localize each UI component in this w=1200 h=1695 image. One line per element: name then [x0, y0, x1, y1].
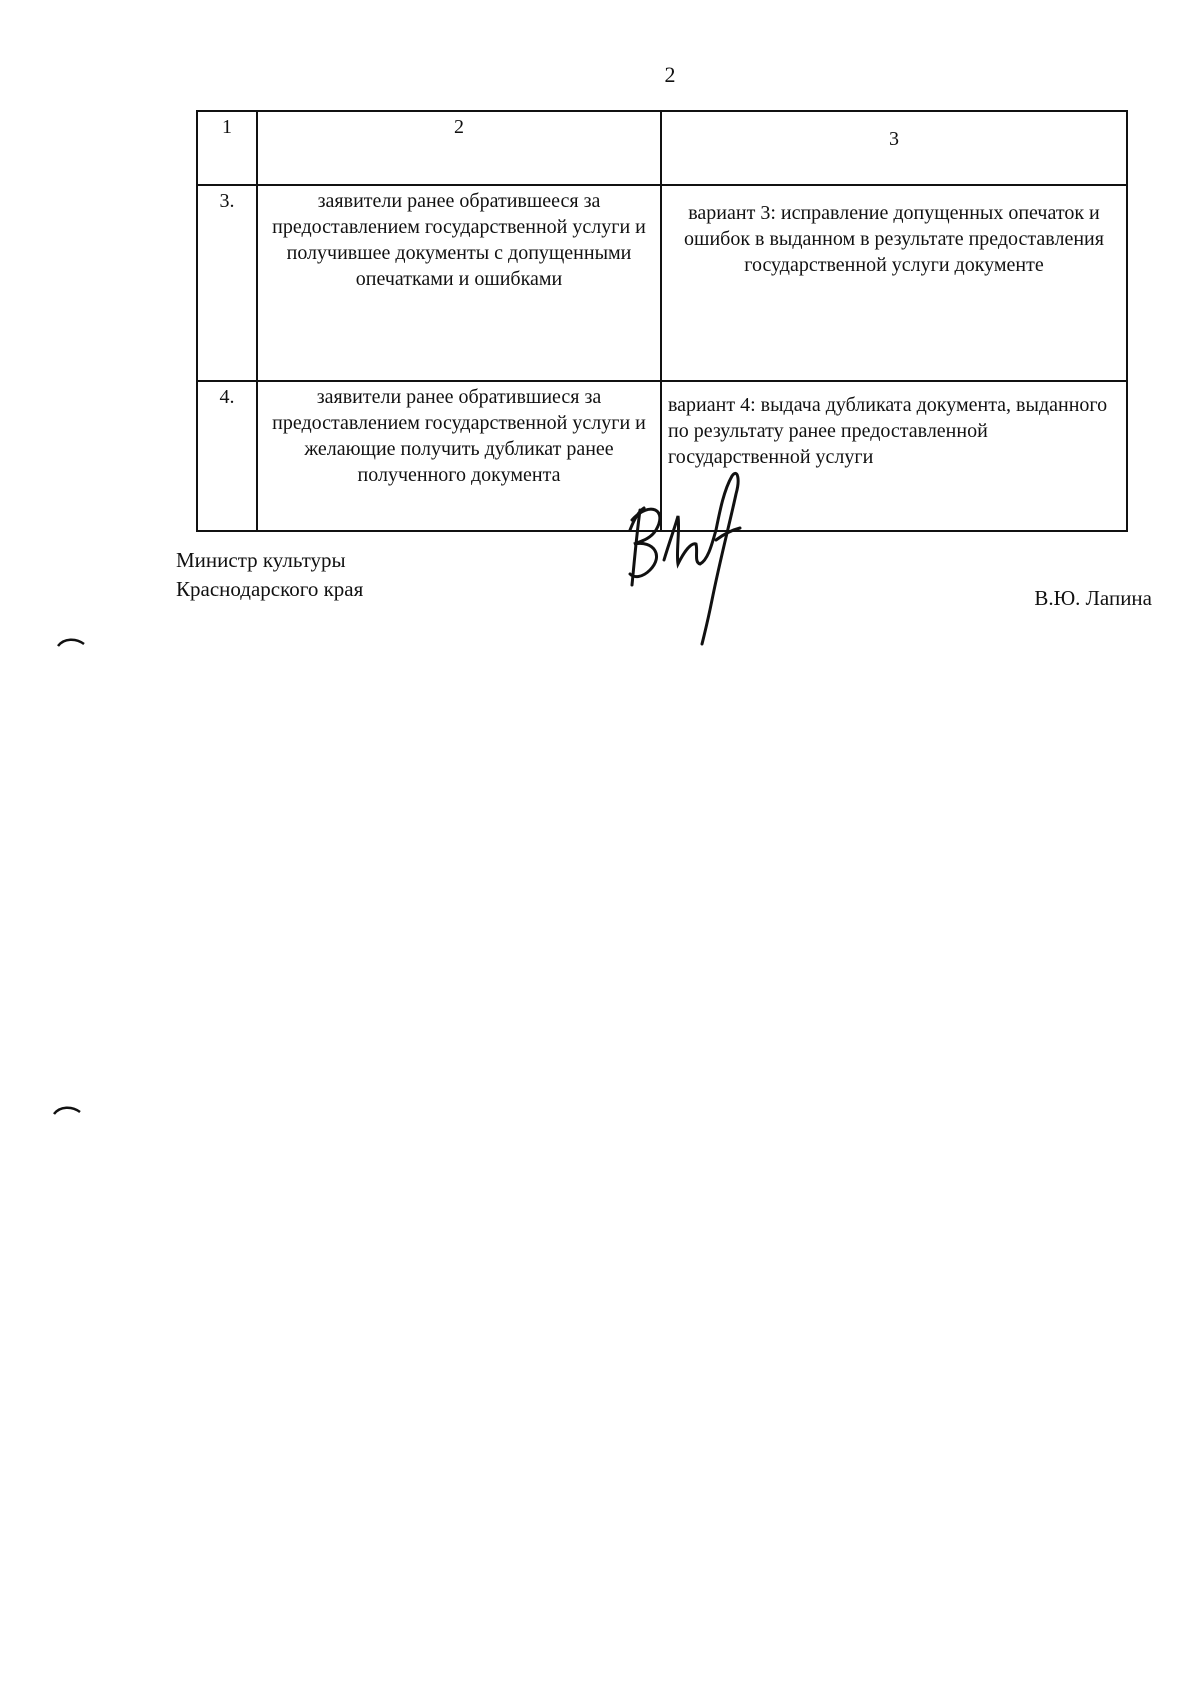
- variant-cell: вариант 3: исправление допущенных опечаток и ошибок в выданном в результате предоставления государственной услуги документе: [661, 185, 1127, 381]
- signatory-name: В.Ю. Лапина: [1034, 586, 1152, 610]
- page-number: 2: [664, 62, 676, 87]
- signatory-position: [176, 546, 363, 604]
- variant-cell: вариант 4: выдача дубликата документа, выданного по результату ранее предоставленной государственной услуги: [661, 381, 1127, 531]
- header-cell-1: 1: [197, 111, 257, 185]
- table-row: [197, 185, 1127, 381]
- scan-edge-mark: [56, 636, 86, 648]
- applicants-cell: заявители ранее обратившиеся за предоставлением государственной услуги и желающие получить дубликат ранее полученного документа: [257, 381, 661, 531]
- header-cell-3: 3: [661, 111, 1127, 185]
- row-number: 4.: [197, 381, 257, 531]
- position-line: Министр культуры: [176, 548, 346, 572]
- table-header-row: [197, 111, 1127, 185]
- header-cell-2: 2: [257, 111, 661, 185]
- row-number: 3.: [197, 185, 257, 381]
- position-line: Краснодарского края: [176, 577, 364, 601]
- applicants-cell: заявители ранее обратившееся за предоставлением государственной услуги и получившее документы с допущенными опечатками и ошибками: [257, 185, 661, 381]
- scan-edge-mark: [52, 1104, 82, 1116]
- handwritten-signature: [620, 460, 780, 650]
